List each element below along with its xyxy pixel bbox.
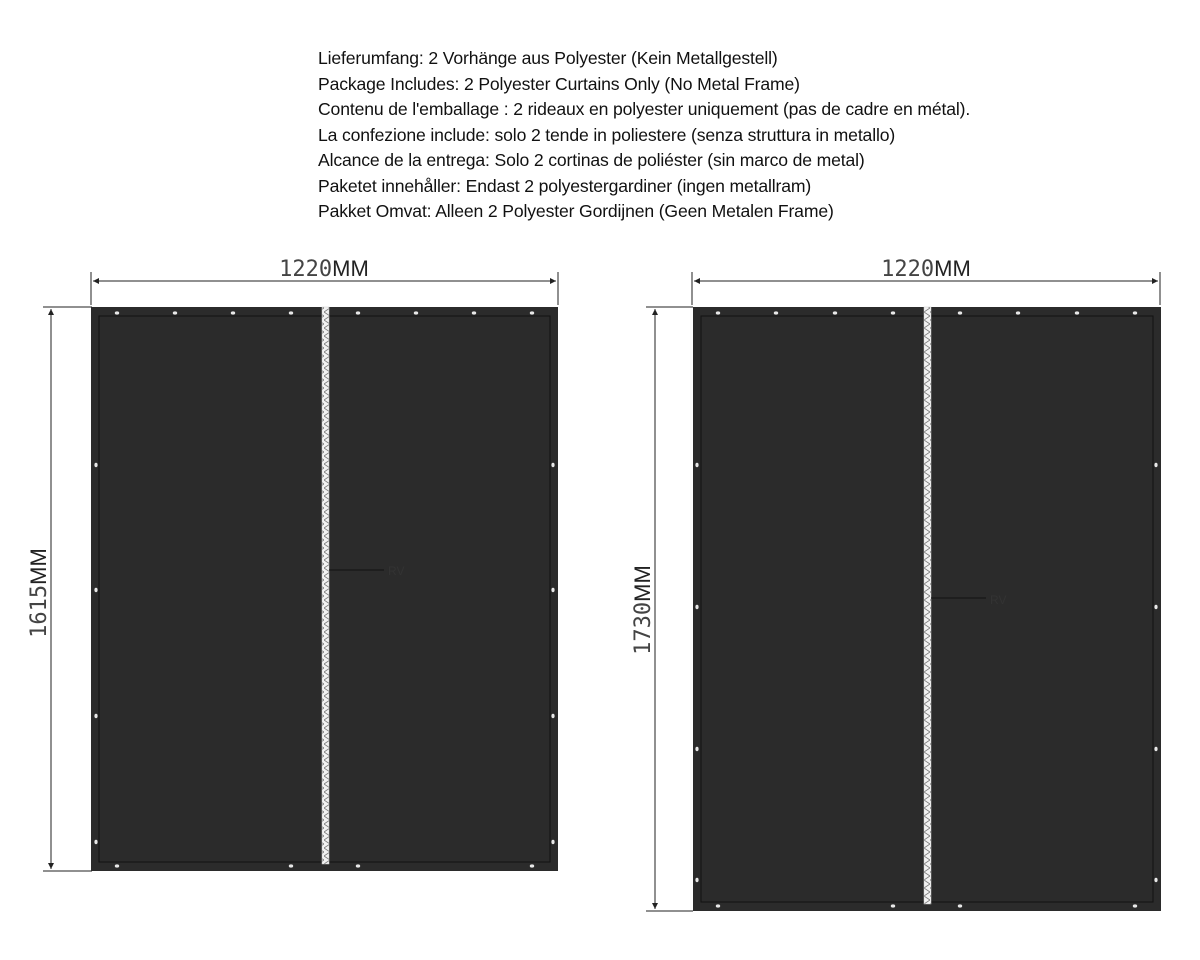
height-dimension-2 xyxy=(630,307,693,911)
note-french: Contenu de l'emballage : 2 rideaux en polyester uniquement (pas de cadre en métal). xyxy=(318,99,971,119)
width-label-2: 1220MM xyxy=(881,256,971,282)
note-dutch: Pakket Omvat: Alleen 2 Polyester Gordijnen (Geen Metalen Frame) xyxy=(318,201,834,221)
zipper-label-2: RV xyxy=(990,593,1007,607)
curtain-1 xyxy=(26,256,558,871)
curtain-1-zipper xyxy=(322,307,329,864)
width-dimension-2 xyxy=(692,256,1160,305)
width-label-1: 1220MM xyxy=(279,256,369,282)
height-label-2: 1730MM xyxy=(630,565,656,655)
note-swedish: Paketet innehåller: Endast 2 polyestergardiner (ingen metallram) xyxy=(318,175,812,196)
note-german: Lieferumfang: 2 Vorhänge aus Polyester (Kein Metallgestell) xyxy=(318,48,778,68)
zipper-label-1: RV xyxy=(388,564,405,578)
note-italian: La confezione include: solo 2 tende in poliestere (senza struttura in metallo) xyxy=(318,124,896,145)
height-label-1: 1615MM xyxy=(26,548,52,638)
note-spanish: Alcance de la entrega: Solo 2 cortinas de poliéster (sin marco de metal) xyxy=(318,150,865,170)
curtain-2-zipper xyxy=(924,307,931,904)
curtain-2 xyxy=(630,256,1161,911)
width-dimension-1 xyxy=(91,256,558,305)
note-english: Package Includes: 2 Polyester Curtains Only (No Metal Frame) xyxy=(318,73,800,94)
height-dimension-1 xyxy=(26,307,92,871)
